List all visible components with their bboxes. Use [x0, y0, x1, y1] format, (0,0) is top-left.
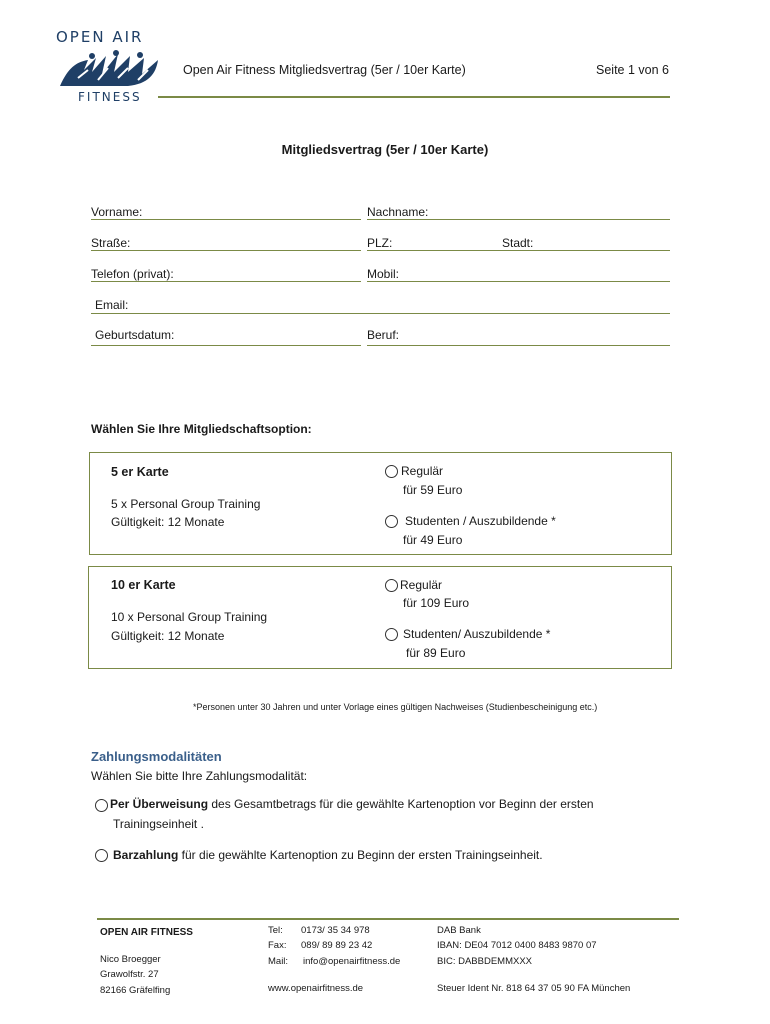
footer-mail-label: Mail: [268, 956, 289, 967]
footer-city: 82166 Gräfelfing [100, 985, 171, 996]
payment-title: Zahlungsmodalitäten [91, 749, 222, 764]
footer-fax: 089/ 89 89 23 42 [301, 940, 373, 951]
footer-bank: DAB Bank [437, 925, 481, 936]
telefon-label: Telefon (privat): [91, 267, 174, 281]
header-title: Open Air Fitness Mitgliedsvertrag (5er / 10er Karte) [183, 63, 466, 77]
logo-runners-icon [58, 48, 162, 90]
stadt-label: Stadt: [502, 236, 534, 250]
card-10er-title: 10 er Karte [111, 578, 176, 592]
logo-text-bottom: FITNESS [78, 90, 142, 104]
card-5er-student-label: Studenten / Auszubildende * [405, 514, 556, 528]
geburtsdatum-field[interactable] [91, 345, 361, 346]
strasse-field[interactable] [91, 250, 361, 251]
mobil-label: Mobil: [367, 267, 400, 281]
radio-5er-regular[interactable] [385, 465, 398, 478]
document-title: Mitgliedsvertrag (5er / 10er Karte) [281, 142, 489, 157]
card-10er-regular-price: für 109 Euro [403, 596, 470, 610]
payment-transfer-text [110, 797, 594, 811]
page-number: Seite 1 von 6 [596, 63, 669, 77]
beruf-label: Beruf: [367, 328, 400, 342]
vorname-label: Vorname: [91, 205, 143, 219]
card-10er-regular-label: Regulär [400, 578, 443, 592]
footer-bic: BIC: DABBDEMMXXX [437, 956, 533, 967]
card-10er-validity: Gültigkeit: 12 Monate [111, 629, 225, 643]
payment-transfer-rest: des Gesamtbetrags für die gewählte Kartenoption vor Beginn der ersten [208, 797, 594, 811]
stadt-field[interactable] [497, 250, 670, 251]
nachname-field[interactable] [367, 219, 670, 220]
mobil-field[interactable] [367, 281, 670, 282]
nachname-label: Nachname: [367, 205, 429, 219]
option-heading: Wählen Sie Ihre Mitgliedschaftsoption: [91, 422, 312, 436]
geburtsdatum-label: Geburtsdatum: [95, 328, 175, 342]
email-label: Email: [95, 298, 129, 312]
card-10er-student-label: Studenten/ Auszubildende * [403, 627, 551, 641]
telefon-field[interactable] [91, 281, 361, 282]
radio-5er-student[interactable] [385, 515, 398, 528]
footer-fax-label: Fax: [268, 940, 287, 951]
logo-text-top: OPEN AIR [56, 28, 144, 46]
payment-cash-bold: Barzahlung [113, 848, 179, 862]
footer-tel-label: Tel: [268, 925, 283, 936]
footer-web[interactable]: www.openairfitness.de [268, 983, 364, 994]
footer-divider [97, 918, 679, 920]
card-5er-title: 5 er Karte [111, 465, 169, 479]
payment-transfer-line2: Trainingseinheit . [113, 817, 204, 831]
payment-subtitle: Wählen Sie bitte Ihre Zahlungsmodalität: [91, 769, 308, 783]
card-5er-validity: Gültigkeit: 12 Monate [111, 515, 225, 529]
beruf-field[interactable] [367, 345, 670, 346]
header-divider [158, 96, 670, 98]
footer-iban: IBAN: DE04 7012 0400 8483 9870 07 [437, 940, 597, 951]
card-5er-regular-label: Regulär [401, 464, 444, 478]
radio-payment-transfer[interactable] [95, 799, 108, 812]
radio-10er-student[interactable] [385, 628, 398, 641]
strasse-label: Straße: [91, 236, 131, 250]
payment-transfer-bold: Per Überweisung [110, 797, 209, 811]
card-10er-desc: 10 x Personal Group Training [111, 610, 268, 624]
footer-company: OPEN AIR FITNESS [100, 927, 193, 938]
payment-cash-rest: für die gewählte Kartenoption zu Beginn der ersten Trainingseinheit. [178, 848, 543, 862]
footer-name: Nico Broegger [100, 954, 161, 965]
card-5er-regular-price: für 59 Euro [403, 483, 463, 497]
plz-field[interactable] [367, 250, 497, 251]
email-field[interactable] [91, 313, 670, 314]
vorname-field[interactable] [91, 219, 361, 220]
card-5er-desc: 5 x Personal Group Training [111, 497, 261, 511]
footer-tel: 0173/ 35 34 978 [301, 925, 370, 936]
footer-mail[interactable]: info@openairfitness.de [303, 956, 401, 967]
card-10er-student-price: für 89 Euro [406, 646, 466, 660]
footer-tax: Steuer Ident Nr. 818 64 37 05 90 FA München [437, 983, 631, 994]
plz-label: PLZ: [367, 236, 393, 250]
radio-10er-regular[interactable] [385, 579, 398, 592]
footer-street: Grawolfstr. 27 [100, 969, 159, 980]
footnote: *Personen unter 30 Jahren und unter Vorlage eines gültigen Nachweises (Studienbescheinigung etc.) [193, 702, 598, 712]
payment-cash-text [113, 848, 543, 862]
radio-payment-cash[interactable] [95, 849, 108, 862]
card-5er-student-price: für 49 Euro [403, 533, 463, 547]
